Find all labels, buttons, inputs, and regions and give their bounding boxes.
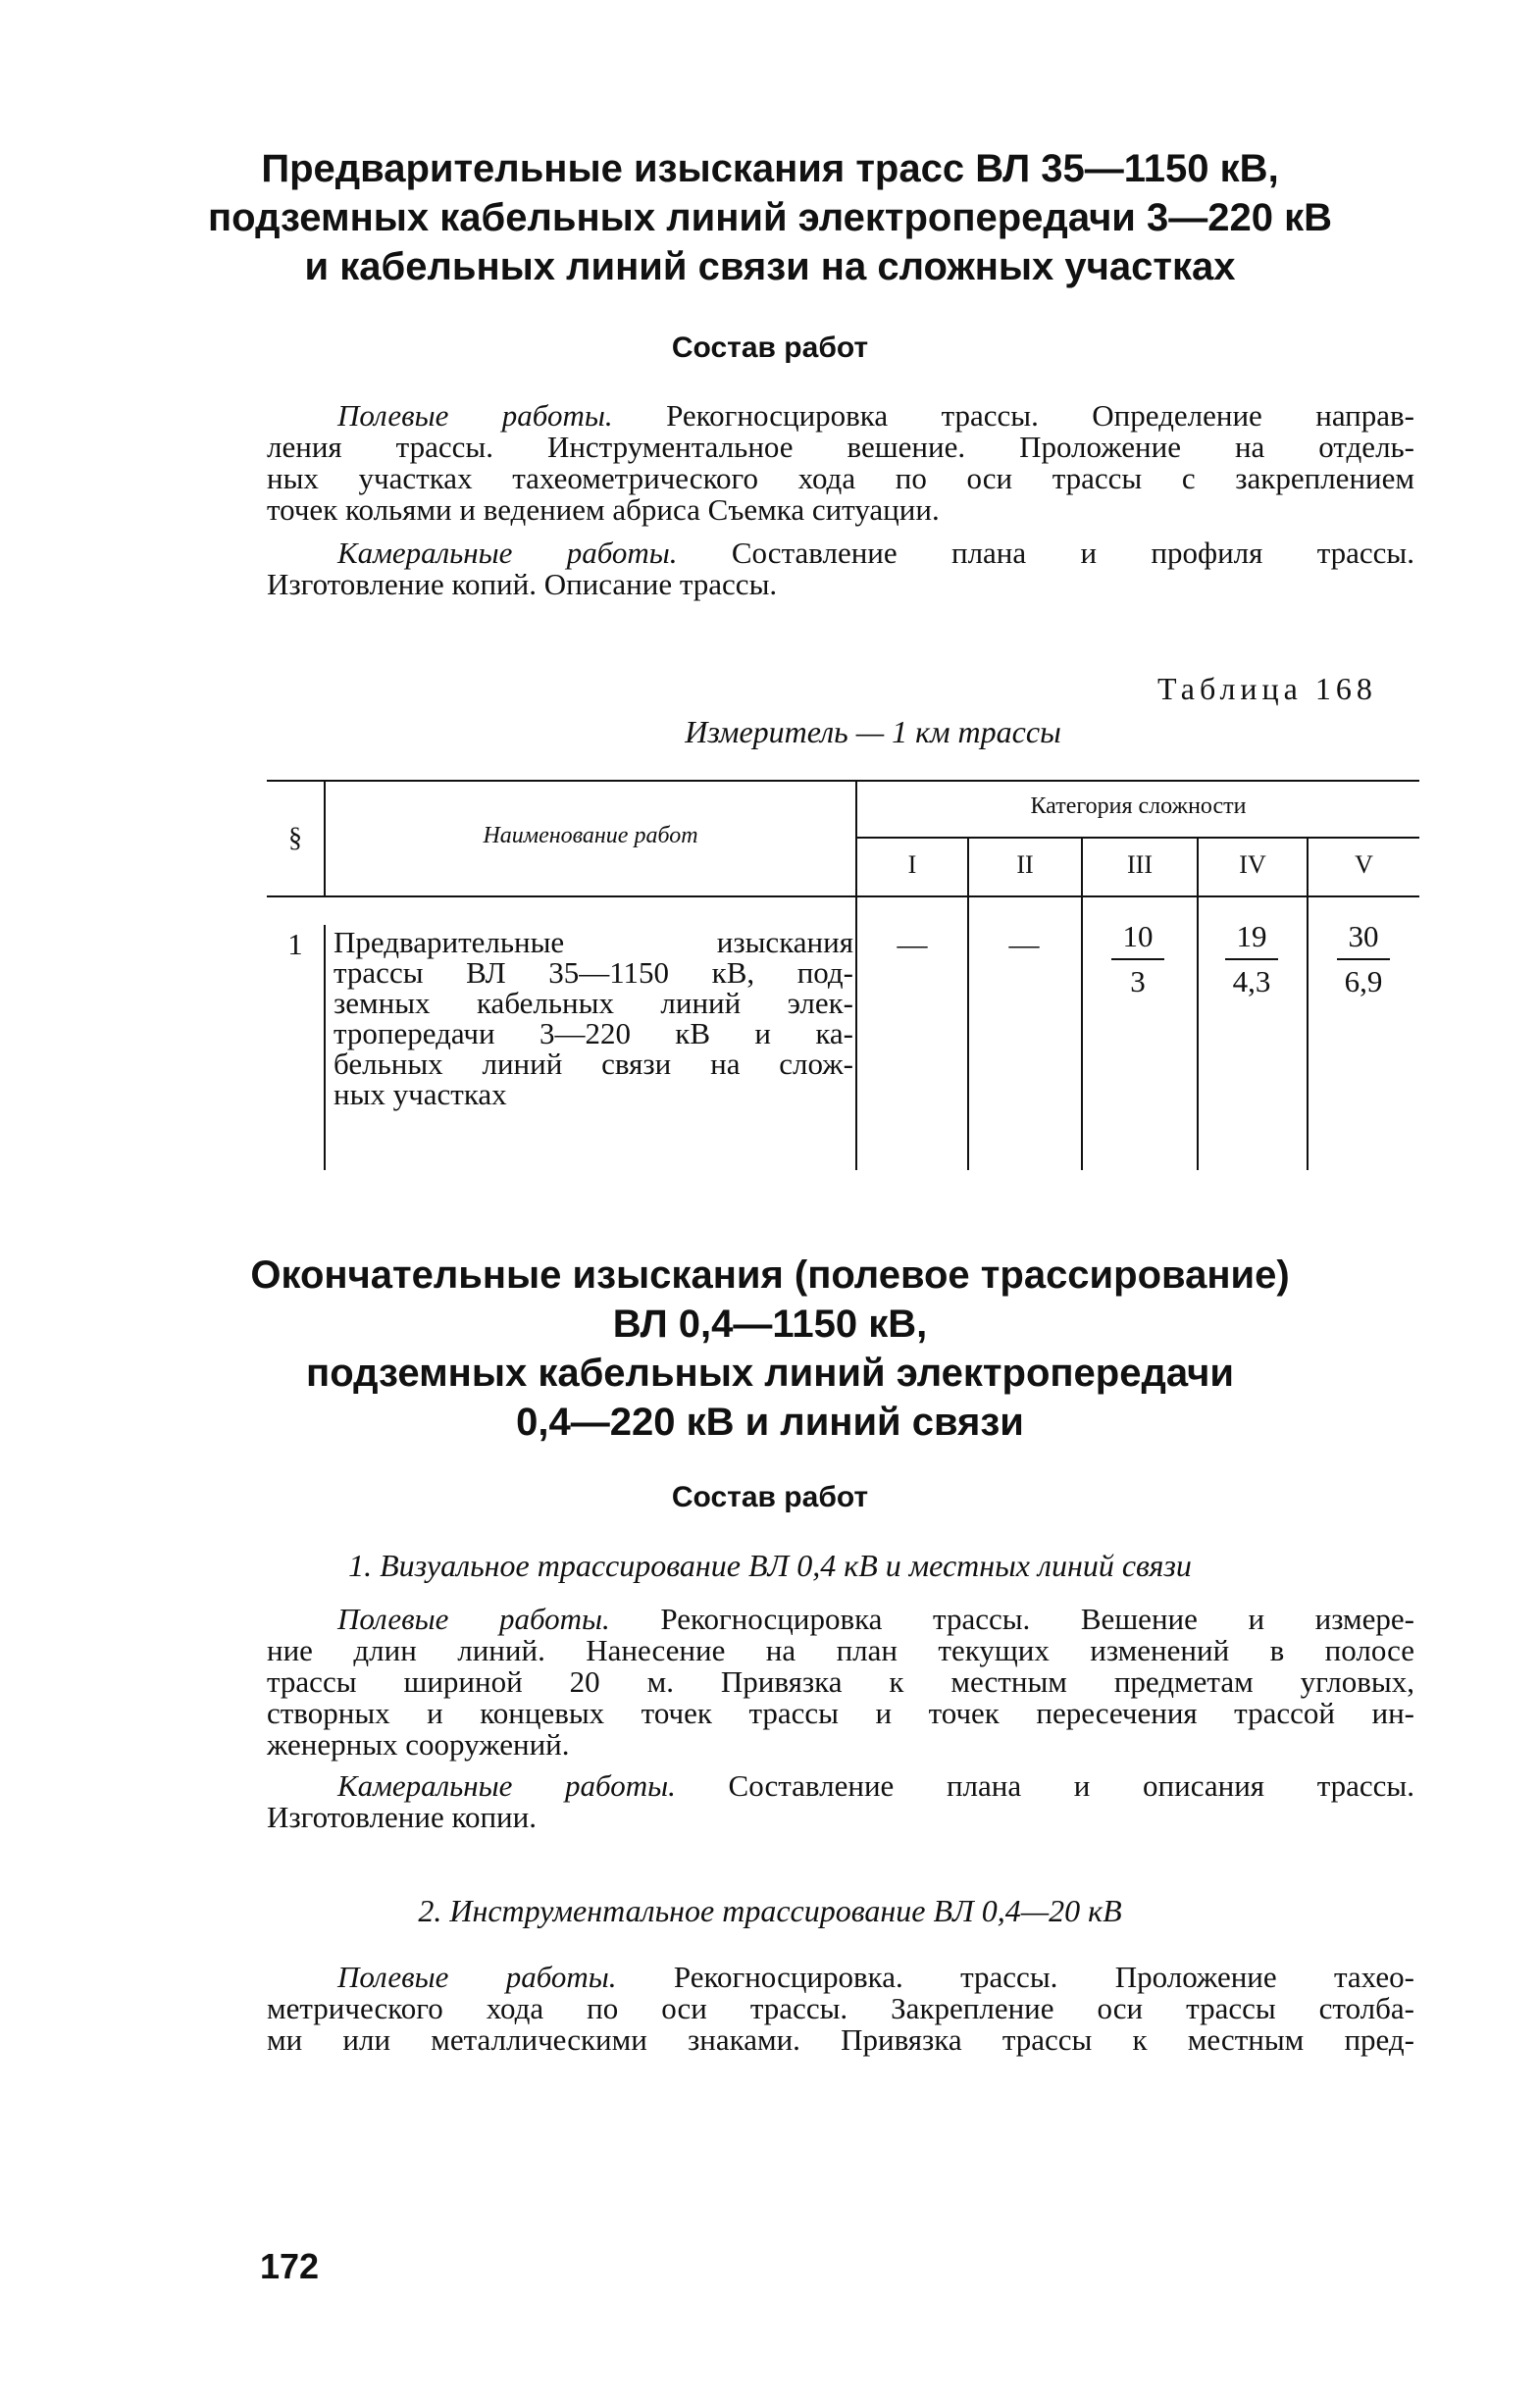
category-header-2: II — [1016, 850, 1034, 879]
col-section-header: § — [288, 823, 302, 853]
table-header-rule — [267, 895, 1419, 897]
value-cat-4: 19 4,3 — [1203, 919, 1301, 999]
section2-title-line-3: подземных кабельных линий электропередачи — [306, 1352, 1234, 1395]
value-cat-2: — — [1008, 927, 1040, 961]
sub1-office-paragraph: Камеральные работы. Составление плана и описания трассы. Изготовление копии. — [267, 1768, 1414, 1834]
sub1-heading: 1. Визуальное трассирование ВЛ 0,4 кВ и местных линий связи — [348, 1548, 1192, 1583]
col-name-header: Наименование работ — [483, 823, 698, 848]
table-top-rule — [267, 780, 1419, 782]
value-cat-1: — — [897, 927, 928, 961]
category-header-5: V — [1355, 850, 1373, 879]
page-number: 172 — [260, 2246, 320, 2286]
section2-title-line-1: Окончательные изыскания (полевое трассирование) — [250, 1253, 1290, 1297]
table-168 — [267, 780, 1419, 1172]
section1-title-line-2: подземных кабельных линий электропередачи 3—220 кВ — [208, 196, 1332, 239]
section1-title-line-1: Предварительные изыскания трасс ВЛ 35—1150 кВ, — [261, 147, 1279, 190]
section1-field-paragraph: Полевые работы. Рекогносцировка трассы. Определение направ- ления трассы. Инструментальное вешение. Проложение на отдель- ных участках тахеометрического хода по оси трассы с закреплением точек кольями и ведением абриса Съемка ситуации. — [267, 398, 1414, 527]
row-number: 1 — [287, 927, 303, 961]
section2-composition-heading: Состав работ — [671, 1481, 869, 1513]
table-meter: Измеритель — 1 км трассы — [685, 714, 1061, 749]
table-label: Таблица 168 — [1157, 671, 1377, 706]
field-works-label: Полевые работы. — [337, 398, 613, 433]
sub2-heading: 2. Инструментальное трассирование ВЛ 0,4—20 кВ — [418, 1893, 1122, 1928]
table-group-rule — [855, 837, 1419, 839]
value-cat-3: 10 3 — [1089, 919, 1187, 999]
sub1-field-paragraph: Полевые работы. Рекогносцировка трассы. Вешение и измере- ние длин линий. Нанесение на план текущих изменений в полосе трассы шириной 20 м. Привязка к местным предметам угловых, створных и концевых точек трассы и точек пересечения трассой ин- женерных сооружений. — [267, 1602, 1414, 1762]
section2-title-line-4: 0,4—220 кВ и линий связи — [516, 1401, 1024, 1444]
row-name: Предварительные изыскания трассы ВЛ 35—1150 кВ, под- земных кабельных линий элек- тропередачи 3—220 кВ и ка- бельных линий связи на слож- ных участках — [334, 925, 853, 1111]
col-group-header: Категория сложности — [1030, 793, 1247, 819]
section1-office-paragraph: Камеральные работы. Составление плана и профиля трассы. Изготовление копий. Описание трассы. — [267, 536, 1414, 601]
category-header-4: IV — [1239, 850, 1266, 879]
sub2-field-paragraph: Полевые работы. Рекогносцировка. трассы. Проложение тахео- метрического хода по оси трассы. Закрепление оси трассы столба- ми или металлическими знаками. Привязка трассы к местным пред- — [267, 1960, 1414, 2057]
value-cat-5: 30 6,9 — [1314, 919, 1412, 999]
category-header-1: I — [907, 850, 917, 879]
section1-composition-heading: Состав работ — [671, 332, 869, 364]
category-header-3: III — [1127, 850, 1153, 879]
office-works-label: Камеральные работы. — [337, 536, 678, 570]
section2-title-line-2: ВЛ 0,4—1150 кВ, — [612, 1303, 928, 1346]
section1-title-line-3: и кабельных линий связи на сложных участках — [304, 245, 1236, 288]
